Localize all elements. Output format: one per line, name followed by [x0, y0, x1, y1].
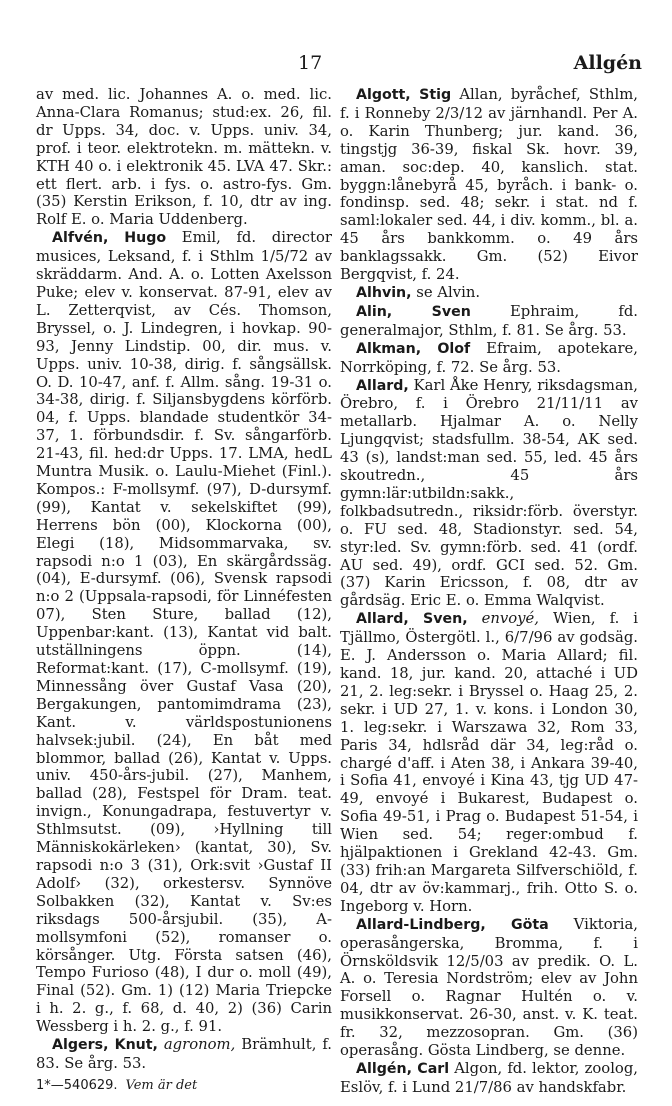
- entry: [340, 377, 638, 611]
- footer-note: Vem är det: [125, 1078, 198, 1093]
- entry-text: Allan, byråchef, Sthlm, f. i Ronneby 2/3/12 av järnhandl. Per A. o. Karin Thunberg; jur. kand. 36, tingstjg 36-39, fiskal Sk. hovr. 39, aman. soc:dep. 40, kanslich. stat. byggn:lånebyrå 45, byråch. i bank- o. fondinsp. sed. 48; sekr. i stat. nd f. saml:lokaler sed. 44, i div. komm., bl. a. 45 års bankkomm. o. 49 års banklagssakk. Gm. (52) Eivor Bergqvist, f. 24.: [340, 86, 638, 284]
- entry-headword: Alhvin,: [356, 284, 412, 301]
- entry: [340, 916, 638, 1060]
- entry-text: Efraim, apotekare, Norrköping, f. 72. Se årg. 53.: [340, 339, 638, 376]
- entry-headword: Allard-Lindberg, Göta: [356, 916, 549, 933]
- entry-headword: Algott, Stig: [356, 87, 452, 103]
- entry: [340, 303, 638, 340]
- left-column: [36, 86, 332, 1073]
- printer-signature: 1*—540629.: [36, 1078, 118, 1093]
- entry-headword: Alkman, Olof: [356, 340, 471, 357]
- entry: [36, 1036, 332, 1073]
- entry-occupation: envoyé,: [467, 610, 539, 628]
- entry-text: Ephraim, fd. generalmajor, Sthlm, f. 81. Se årg. 53.: [340, 302, 638, 339]
- entry: [36, 86, 332, 229]
- entry-occupation: agronom,: [157, 1036, 236, 1054]
- entry-headword: Allard, Sven,: [356, 611, 468, 628]
- entry: [36, 229, 332, 1036]
- entry: [340, 86, 638, 284]
- running-head: Allgén: [573, 52, 642, 74]
- page-header: [0, 52, 672, 82]
- entry-text: Karl Åke Henry, riksdagsman, Örebro, f. i Örebro 21/11/11 av metallarb. Hjalmar A. o. Nelly Ljungqvist; stadsfullm. 38-54, AK sed. 43 (s), landst:man sed. 55, led. 45 års skoutredn., 45 års gymn:lär:utbildn:sakk., folkbadsutredn., riksidr:förb. överstyr. o. FU sed. 48, Stadionstyr. sed. 54, styr:led. Sv. gymn:förb. sed. 41 (ordf. AU sed. 49), ordf. GCI sed. 52. Gm. (37) Karin Ericsson, f. 08, dtr av gårdsäg. Eric E. o. Emma Walqvist.: [340, 376, 638, 610]
- entry-text: Viktoria, operasångerska, Bromma, f. i Örnsköldsvik 12/5/03 av predik. O. L. A. o. Teresia Nordström; elev av John Forsell o. Ragnar Hultén o. v. musikkonservat. 26-30, anst. v. K. teat. fr. 32, mezzosopran. Gm. (36) operasång. Gösta Lindberg, se denne.: [340, 915, 638, 1060]
- page-footer: [36, 1078, 197, 1093]
- page-number: 17: [298, 52, 323, 74]
- entry-text: av med. lic. Johannes A. o. med. lic. Anna-Clara Romanus; stud:ex. 26, fil. dr Upps. 34, doc. v. Upps. univ. 34, prof. i teor. elektrotekn. m. mättekn. v. KTH 40 o. i elektronik 45. LVA 47. Skr.: ett flert. arb. i fys. o. astro-fys. Gm. (35) Kerstin Erikson, f. 10, dtr av ing. Rolf E. o. Maria Uddenberg.: [36, 86, 332, 229]
- entry-headword: Alin, Sven: [356, 303, 471, 320]
- entry: [340, 610, 638, 915]
- entry-headword: Allard,: [356, 377, 409, 394]
- entry-text: Algon, fd. lektor, zoolog, Eslöv, f. i Lund 21/7/86 av handskfabr.: [340, 1059, 639, 1096]
- entry: [340, 340, 638, 377]
- entry-text: Wien, f. i Tjällmo, Östergötl. l., 6/7/96 av godsäg. E. J. Andersson o. Maria Allard; fil. kand. 18, jur. kand. 20, attaché i UD 21, 2. leg:sekr. i Bryssel o. Haag 25, 2. sekr. i UD 27, 1. v. kons. i London 30, 1. leg:sekr. i Warszawa 32, Rom 33, Paris 34, hdlsråd där 34, leg:råd o. chargé d'aff. i Aten 38, i Ankara 39-40, i Sofia 41, envoyé i Kina 43, tjg UD 47-49, envoyé i Bukarest, Budapest o. Sofia 49-51, i Prag o. Budapest 51-54, i Wien sed. 54; reger:ombud f. hjälpaktionen i Grekland 42-43. Gm. (33) frih:an Margareta Silfverschiöld, f. 04, dtr av öv:kammarj., frih. Otto S. o. Ingeborg v. Horn.: [340, 610, 638, 915]
- entry-text: Brämhult, f. 83. Se årg. 53.: [36, 1036, 332, 1072]
- entry-text: se Alvin.: [411, 283, 481, 301]
- entry-headword: Alfvén, Hugo: [52, 230, 167, 247]
- right-column: [340, 86, 638, 1097]
- entry: [340, 1060, 638, 1097]
- entry-text: Emil, fd. director musices, Leksand, f. i Sthlm 1/5/72 av skräddarm. And. A. o. Lotten Axelsson Puke; elev v. konservat. 87-91, elev av L. Zetterqvist, av Cés. Thomson, Bryssel, o. J. Lindegren, i hovkap. 90-93, Jenny Lindstip. 00, dir. mus. v. Upps. univ. 10-38, dirig. f. sångsällsk. O. D. 10-47, anf. f. Allm. sång. 19-31 o. 34-38, dirig. f. Siljansbygdens körförb. 04, f. Upps. blandade studentkör 34-37, 1. förbundsdir. f. Sv. sångarförb. 21-43, fil. hed:dr Upps. 17. LMA, hedL Muntra Musik. o. Laulu-Miehet (Finl.). Kompos.: F-mollsymf. (97), D-dursymf. (99), Kantat v. sekelskiftet (99), Herrens bön (00), Klockorna (00), Elegi (18), Midsommarvaka, sv. rapsodi n:o 1 (03), En skärgårdssäg. (04), E-dursymf. (06), Svensk rapsodi n:o 2 (Uppsala-rapsodi, för Linnéfesten 07), Sten Sture, ballad (12), Uppenbar:kant. (13), Kantat vid balt. utställningens öppn. (14), Reformat:kant. (17), C-mollsymf. (19), Minnessång över Gustaf Vasa (20), Bergakungen, pantomimdrama (23), Kant. v. världspostunionens halvsek:jubil. (24), En båt med blommor, ballad (26), Kantat v. Upps. univ. 450-års-jubil. (27), Manhem, ballad (28), Festspel för Dram. teat. invign., Konungadrapa, festuvertyr v. Sthlmsutst. (09), ›Hyllning till Människokärleken› (kantat, 30), Sv. rapsodi n:o 3 (31), Ork:svit ›Gustaf II Adolf› (32), orkestersv. Synnöve Solbakken (32), Kantat v. Sv:es riksdags 500-årsjubil. (35), A-mollsymfoni (52), romanser o. körsånger. Utg. Första satsen (46), Tempo Furioso (48), I dur o. moll (49), Final (52). Gm. 1) (12) Maria Triepcke i h. 2. g., f. 68, d. 40, 2) (36) Carin Wessberg i h. 2. g., f. 91.: [36, 229, 332, 1036]
- entry: [340, 284, 638, 303]
- entry-headword: Algers, Knut,: [52, 1037, 158, 1054]
- entry-headword: Allgén, Carl: [356, 1060, 450, 1077]
